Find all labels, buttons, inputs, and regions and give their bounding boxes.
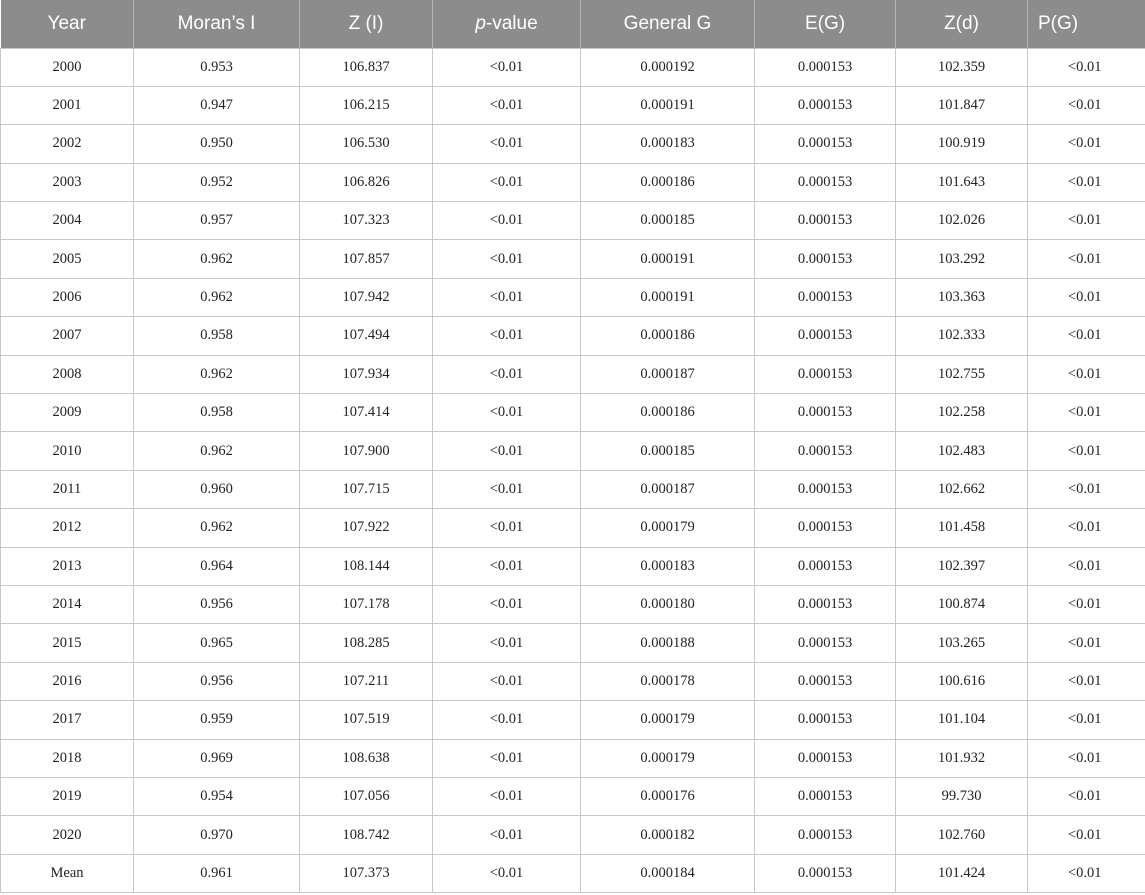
cell-z-i: 106.826 xyxy=(300,163,433,201)
table-row xyxy=(1,816,1145,854)
cell-e-g: 0.000153 xyxy=(755,624,896,662)
cell-morans-i: 0.965 xyxy=(134,624,300,662)
cell-z-d: 102.333 xyxy=(896,317,1028,355)
cell-p-g: <0.01 xyxy=(1028,240,1145,278)
table-row xyxy=(1,125,1145,163)
cell-p-g: <0.01 xyxy=(1028,816,1145,854)
cell-p-value: <0.01 xyxy=(433,48,581,86)
table-row xyxy=(1,86,1145,124)
cell-year: 2014 xyxy=(1,585,134,623)
cell-e-g: 0.000153 xyxy=(755,394,896,432)
cell-z-i: 107.857 xyxy=(300,240,433,278)
cell-e-g: 0.000153 xyxy=(755,278,896,316)
cell-z-i: 107.056 xyxy=(300,777,433,815)
cell-e-g: 0.000153 xyxy=(755,470,896,508)
cell-general-g: 0.000185 xyxy=(581,432,755,470)
cell-general-g: 0.000178 xyxy=(581,662,755,700)
cell-morans-i: 0.962 xyxy=(134,432,300,470)
cell-year: 2017 xyxy=(1,701,134,739)
cell-general-g: 0.000186 xyxy=(581,317,755,355)
cell-p-value: <0.01 xyxy=(433,470,581,508)
cell-general-g: 0.000191 xyxy=(581,240,755,278)
cell-general-g: 0.000179 xyxy=(581,739,755,777)
cell-year: 2009 xyxy=(1,394,134,432)
cell-year: 2004 xyxy=(1,202,134,240)
cell-z-i: 107.178 xyxy=(300,585,433,623)
cell-z-d: 103.363 xyxy=(896,278,1028,316)
cell-morans-i: 0.958 xyxy=(134,317,300,355)
cell-z-d: 102.026 xyxy=(896,202,1028,240)
cell-year: 2006 xyxy=(1,278,134,316)
cell-year: 2020 xyxy=(1,816,134,854)
cell-year: 2012 xyxy=(1,509,134,547)
cell-e-g: 0.000153 xyxy=(755,163,896,201)
cell-p-value: <0.01 xyxy=(433,854,581,892)
cell-e-g: 0.000153 xyxy=(755,86,896,124)
cell-z-i: 107.715 xyxy=(300,470,433,508)
cell-e-g: 0.000153 xyxy=(755,317,896,355)
cell-z-d: 102.483 xyxy=(896,432,1028,470)
cell-z-d: 100.874 xyxy=(896,585,1028,623)
cell-z-d: 101.104 xyxy=(896,701,1028,739)
cell-z-d: 103.292 xyxy=(896,240,1028,278)
cell-p-g: <0.01 xyxy=(1028,470,1145,508)
cell-p-g: <0.01 xyxy=(1028,48,1145,86)
cell-z-i: 106.530 xyxy=(300,125,433,163)
cell-e-g: 0.000153 xyxy=(755,701,896,739)
cell-p-g: <0.01 xyxy=(1028,317,1145,355)
cell-e-g: 0.000153 xyxy=(755,240,896,278)
cell-z-i: 107.934 xyxy=(300,355,433,393)
cell-z-i: 107.211 xyxy=(300,662,433,700)
cell-p-g: <0.01 xyxy=(1028,854,1145,892)
cell-morans-i: 0.953 xyxy=(134,48,300,86)
cell-p-g: <0.01 xyxy=(1028,585,1145,623)
cell-morans-i: 0.962 xyxy=(134,240,300,278)
cell-p-g: <0.01 xyxy=(1028,278,1145,316)
header-year: Year xyxy=(1,0,134,48)
table-row xyxy=(1,317,1145,355)
cell-z-i: 107.494 xyxy=(300,317,433,355)
cell-morans-i: 0.969 xyxy=(134,739,300,777)
table-row xyxy=(1,509,1145,547)
cell-year: 2001 xyxy=(1,86,134,124)
cell-general-g: 0.000183 xyxy=(581,547,755,585)
cell-year: 2019 xyxy=(1,777,134,815)
header-z-d: Z(d) xyxy=(896,0,1028,48)
table-row xyxy=(1,202,1145,240)
cell-z-i: 106.837 xyxy=(300,48,433,86)
cell-e-g: 0.000153 xyxy=(755,125,896,163)
table-row xyxy=(1,432,1145,470)
cell-p-value: <0.01 xyxy=(433,394,581,432)
cell-p-g: <0.01 xyxy=(1028,547,1145,585)
cell-z-i: 107.373 xyxy=(300,854,433,892)
cell-morans-i: 0.952 xyxy=(134,163,300,201)
cell-morans-i: 0.947 xyxy=(134,86,300,124)
table-row xyxy=(1,585,1145,623)
cell-morans-i: 0.956 xyxy=(134,662,300,700)
cell-year: 2013 xyxy=(1,547,134,585)
cell-e-g: 0.000153 xyxy=(755,547,896,585)
cell-general-g: 0.000187 xyxy=(581,355,755,393)
cell-e-g: 0.000153 xyxy=(755,585,896,623)
cell-morans-i: 0.962 xyxy=(134,355,300,393)
cell-year: 2018 xyxy=(1,739,134,777)
cell-year: 2016 xyxy=(1,662,134,700)
cell-general-g: 0.000180 xyxy=(581,585,755,623)
table-body xyxy=(1,48,1145,893)
table-header xyxy=(1,0,1145,48)
cell-general-g: 0.000182 xyxy=(581,816,755,854)
cell-z-d: 102.760 xyxy=(896,816,1028,854)
cell-general-g: 0.000186 xyxy=(581,163,755,201)
cell-general-g: 0.000179 xyxy=(581,701,755,739)
cell-z-d: 99.730 xyxy=(896,777,1028,815)
cell-z-i: 106.215 xyxy=(300,86,433,124)
cell-p-value: <0.01 xyxy=(433,701,581,739)
cell-p-value: <0.01 xyxy=(433,317,581,355)
cell-p-value: <0.01 xyxy=(433,202,581,240)
cell-morans-i: 0.950 xyxy=(134,125,300,163)
cell-p-value: <0.01 xyxy=(433,278,581,316)
cell-e-g: 0.000153 xyxy=(755,202,896,240)
cell-p-value: <0.01 xyxy=(433,163,581,201)
cell-e-g: 0.000153 xyxy=(755,48,896,86)
cell-general-g: 0.000191 xyxy=(581,86,755,124)
cell-z-d: 100.616 xyxy=(896,662,1028,700)
cell-p-value: <0.01 xyxy=(433,125,581,163)
table-row xyxy=(1,777,1145,815)
cell-year: 2008 xyxy=(1,355,134,393)
cell-morans-i: 0.962 xyxy=(134,278,300,316)
cell-e-g: 0.000153 xyxy=(755,816,896,854)
cell-general-g: 0.000185 xyxy=(581,202,755,240)
table-row xyxy=(1,854,1145,892)
cell-z-i: 108.742 xyxy=(300,816,433,854)
header-p-value: p-value xyxy=(433,0,581,48)
cell-z-d: 102.662 xyxy=(896,470,1028,508)
cell-year: 2002 xyxy=(1,125,134,163)
table-row xyxy=(1,739,1145,777)
cell-e-g: 0.000153 xyxy=(755,509,896,547)
cell-z-i: 107.900 xyxy=(300,432,433,470)
cell-z-i: 108.638 xyxy=(300,739,433,777)
cell-general-g: 0.000184 xyxy=(581,854,755,892)
cell-general-g: 0.000187 xyxy=(581,470,755,508)
cell-e-g: 0.000153 xyxy=(755,355,896,393)
cell-p-g: <0.01 xyxy=(1028,394,1145,432)
cell-p-value: <0.01 xyxy=(433,739,581,777)
cell-general-g: 0.000188 xyxy=(581,624,755,662)
cell-general-g: 0.000186 xyxy=(581,394,755,432)
cell-z-d: 101.424 xyxy=(896,854,1028,892)
cell-p-value: <0.01 xyxy=(433,777,581,815)
cell-general-g: 0.000191 xyxy=(581,278,755,316)
table-row xyxy=(1,624,1145,662)
cell-p-value: <0.01 xyxy=(433,662,581,700)
cell-p-g: <0.01 xyxy=(1028,125,1145,163)
cell-p-value: <0.01 xyxy=(433,355,581,393)
cell-year: 2003 xyxy=(1,163,134,201)
cell-p-g: <0.01 xyxy=(1028,662,1145,700)
cell-z-i: 107.519 xyxy=(300,701,433,739)
cell-z-d: 101.847 xyxy=(896,86,1028,124)
cell-p-g: <0.01 xyxy=(1028,777,1145,815)
cell-z-d: 102.397 xyxy=(896,547,1028,585)
header-row xyxy=(1,0,1145,48)
header-general-g: General G xyxy=(581,0,755,48)
cell-z-i: 107.414 xyxy=(300,394,433,432)
table-row xyxy=(1,394,1145,432)
cell-morans-i: 0.962 xyxy=(134,509,300,547)
cell-z-i: 108.285 xyxy=(300,624,433,662)
cell-z-d: 101.458 xyxy=(896,509,1028,547)
cell-p-value: <0.01 xyxy=(433,240,581,278)
header-e-g: E(G) xyxy=(755,0,896,48)
cell-general-g: 0.000183 xyxy=(581,125,755,163)
cell-morans-i: 0.957 xyxy=(134,202,300,240)
cell-e-g: 0.000153 xyxy=(755,854,896,892)
cell-z-d: 100.919 xyxy=(896,125,1028,163)
cell-year: 2007 xyxy=(1,317,134,355)
cell-morans-i: 0.970 xyxy=(134,816,300,854)
cell-general-g: 0.000176 xyxy=(581,777,755,815)
cell-p-value: <0.01 xyxy=(433,86,581,124)
cell-z-i: 107.942 xyxy=(300,278,433,316)
cell-p-g: <0.01 xyxy=(1028,432,1145,470)
cell-z-i: 108.144 xyxy=(300,547,433,585)
cell-p-value: <0.01 xyxy=(433,509,581,547)
cell-z-d: 102.359 xyxy=(896,48,1028,86)
cell-morans-i: 0.960 xyxy=(134,470,300,508)
cell-morans-i: 0.964 xyxy=(134,547,300,585)
cell-p-g: <0.01 xyxy=(1028,163,1145,201)
cell-general-g: 0.000179 xyxy=(581,509,755,547)
cell-z-d: 103.265 xyxy=(896,624,1028,662)
cell-p-g: <0.01 xyxy=(1028,355,1145,393)
cell-p-value: <0.01 xyxy=(433,816,581,854)
cell-e-g: 0.000153 xyxy=(755,432,896,470)
table-row xyxy=(1,278,1145,316)
cell-z-i: 107.922 xyxy=(300,509,433,547)
cell-z-d: 101.643 xyxy=(896,163,1028,201)
cell-year: 2011 xyxy=(1,470,134,508)
cell-e-g: 0.000153 xyxy=(755,739,896,777)
cell-p-value: <0.01 xyxy=(433,585,581,623)
cell-p-g: <0.01 xyxy=(1028,86,1145,124)
table-row xyxy=(1,48,1145,86)
header-p-g: P(G) xyxy=(1028,0,1145,48)
cell-e-g: 0.000153 xyxy=(755,777,896,815)
cell-morans-i: 0.959 xyxy=(134,701,300,739)
cell-p-value: <0.01 xyxy=(433,624,581,662)
cell-year: 2000 xyxy=(1,48,134,86)
cell-p-g: <0.01 xyxy=(1028,739,1145,777)
table-row xyxy=(1,662,1145,700)
table-row xyxy=(1,547,1145,585)
cell-year: 2005 xyxy=(1,240,134,278)
header-morans-i: Moran’s I xyxy=(134,0,300,48)
cell-z-d: 102.755 xyxy=(896,355,1028,393)
cell-p-g: <0.01 xyxy=(1028,202,1145,240)
table-row xyxy=(1,470,1145,508)
cell-z-d: 102.258 xyxy=(896,394,1028,432)
table-row xyxy=(1,240,1145,278)
cell-morans-i: 0.956 xyxy=(134,585,300,623)
cell-morans-i: 0.958 xyxy=(134,394,300,432)
table-row xyxy=(1,355,1145,393)
cell-p-g: <0.01 xyxy=(1028,509,1145,547)
cell-z-i: 107.323 xyxy=(300,202,433,240)
cell-morans-i: 0.961 xyxy=(134,854,300,892)
cell-general-g: 0.000192 xyxy=(581,48,755,86)
cell-morans-i: 0.954 xyxy=(134,777,300,815)
cell-z-d: 101.932 xyxy=(896,739,1028,777)
cell-year: 2010 xyxy=(1,432,134,470)
cell-e-g: 0.000153 xyxy=(755,662,896,700)
table-row xyxy=(1,701,1145,739)
header-z-i: Z (I) xyxy=(300,0,433,48)
cell-p-value: <0.01 xyxy=(433,547,581,585)
cell-p-g: <0.01 xyxy=(1028,701,1145,739)
cell-p-value: <0.01 xyxy=(433,432,581,470)
cell-p-g: <0.01 xyxy=(1028,624,1145,662)
table-row xyxy=(1,163,1145,201)
cell-year: 2015 xyxy=(1,624,134,662)
cell-year: Mean xyxy=(1,854,134,892)
